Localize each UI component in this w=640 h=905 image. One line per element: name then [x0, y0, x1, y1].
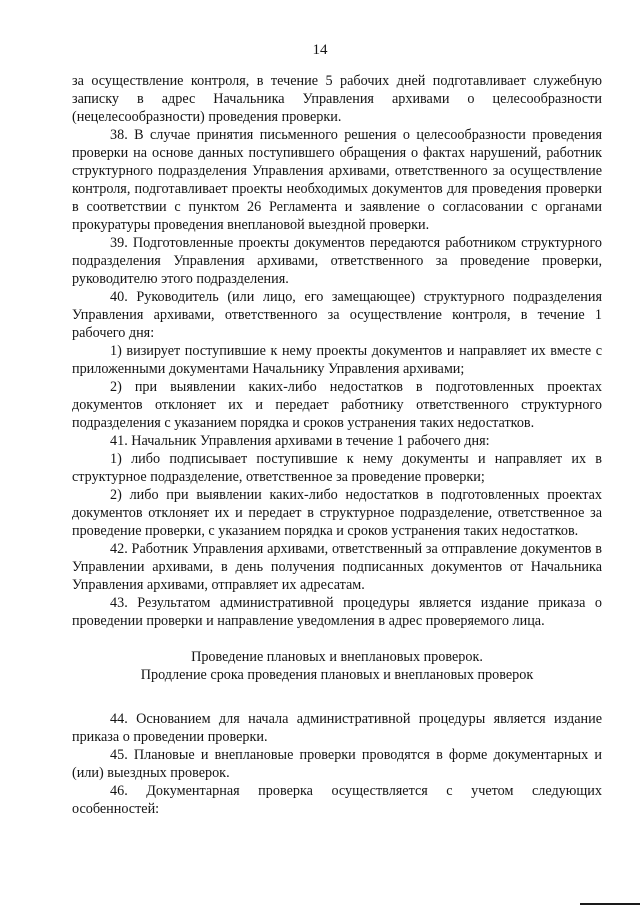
paragraph-39: 39. Подготовленные проекты документов передаются работником структурного подразделения Управления архивами, ответственного за проведение проверки, руководителю этого подразделения.: [72, 235, 602, 287]
section-heading: [72, 648, 602, 684]
paragraph-40: 40. Руководитель (или лицо, его замещающее) структурного подразделения Управления архивами, ответственного за осуществление контроля, в течение 1 рабочего дня:: [72, 289, 602, 341]
paragraph-38: 38. В случае принятия письменного решения о целесообразности проведения проверки на основе данных поступившего обращения о фактах нарушений, работник структурного подразделения Управления архивами, ответственного за осуществление контроля, подготавливает проекты необходимых документов для проведения проверки в соответствии с пунктом 26 Регламента и заявление о согласовании с органами прокуратуры проведения внеплановой выездной проверки.: [72, 127, 602, 233]
paragraph-continuation: за осуществление контроля, в течение 5 рабочих дней подготавливает служебную записку в адрес Начальника Управления архивами о целесообразности (нецелесообразности) проведения проверки.: [72, 73, 602, 125]
paragraph-43: 43. Результатом административной процедуры является издание приказа о проведении проверки и направление уведомления в адрес проверяемого лица.: [72, 595, 602, 629]
paragraph-41: 41. Начальник Управления архивами в течение 1 рабочего дня:: [110, 433, 490, 449]
paragraph-41-item-1: 1) либо подписывает поступившие к нему документы и направляет их в структурное подразделение, ответственное за проведение проверки;: [72, 451, 602, 485]
page-number: 14: [312, 42, 328, 58]
section-heading-line-2: Продление срока проведения плановых и внеплановых проверок: [140, 667, 534, 683]
paragraph-40-item-2: 2) при выявлении каких-либо недостатков в подготовленных проектах документов отклоняет их и передает работнику ответственного структурного подразделения с указанием порядка и сроков устранения таких недостатков.: [72, 379, 602, 431]
section-heading-line-1: Проведение плановых и внеплановых проверок.: [191, 649, 483, 665]
paragraph-45: 45. Плановые и внеплановые проверки проводятся в форме документарных и (или) выездных проверок.: [72, 747, 602, 781]
paragraph-46: 46. Документарная проверка осуществляется с учетом следующих особенностей:: [72, 783, 602, 817]
paragraph-44: 44. Основанием для начала административной процедуры является издание приказа о проведении проверки.: [72, 711, 602, 745]
paragraph-42: 42. Работник Управления архивами, ответственный за отправление документов в Управлении архивами, в день получения подписанных документов от Начальника Управления архивами, отправляет их адресатам.: [72, 541, 602, 593]
paragraph-41-item-2: 2) либо при выявлении каких-либо недостатков в подготовленных проектах документов отклоняет их и передает в структурное подразделение, ответственное за проведение проверки, с указанием порядка и сроков устранения таких недостатков.: [72, 487, 602, 539]
paragraph-40-item-1: 1) визирует поступившие к нему проекты документов и направляет их вместе с приложенными документами Начальнику Управления архивами;: [72, 343, 602, 377]
document-body: [72, 72, 602, 818]
